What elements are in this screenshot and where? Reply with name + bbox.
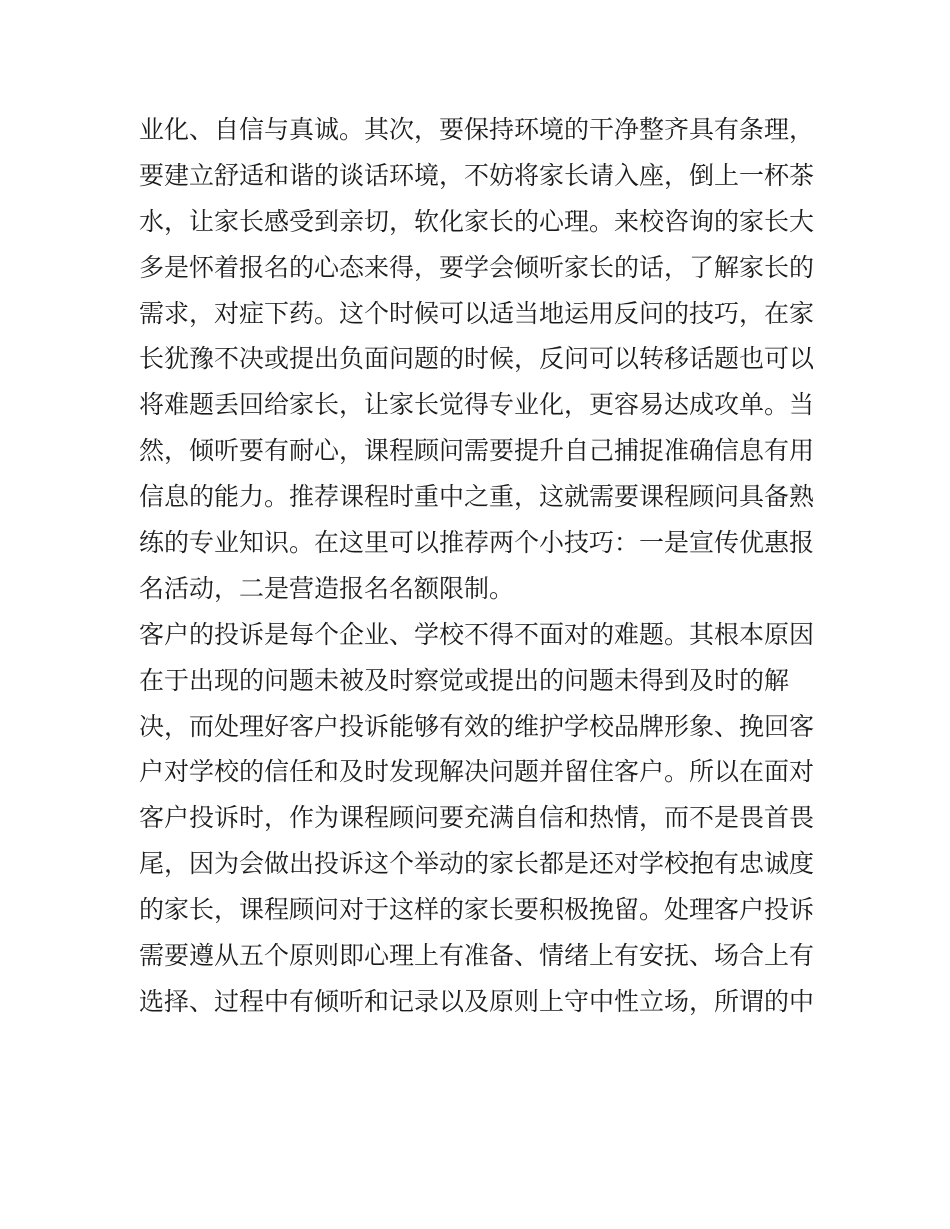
text-line: 信息的能力。推荐课程时重中之重，这就需要课程顾问具备熟 bbox=[139, 482, 815, 512]
text-line: 需要遵从五个原则即心理上有准备、情绪上有安抚、场合上有 bbox=[139, 941, 815, 971]
text-line: 长犹豫不决或提出负面问题的时候，反问可以转移话题也可以 bbox=[139, 344, 815, 374]
text-line: 选择、过程中有倾听和记录以及原则上守中性立场，所谓的中 bbox=[139, 986, 815, 1016]
text-line: 将难题丢回给家长，让家长觉得专业化，更容易达成攻单。当 bbox=[139, 390, 815, 420]
text-line: 决，而处理好客户投诉能够有效的维护学校品牌形象、挽回客 bbox=[139, 711, 815, 741]
text-line: 业化、自信与真诚。其次，要保持环境的干净整齐具有条理， bbox=[139, 115, 815, 144]
text-line: 需求，对症下药。这个时候可以适当地运用反问的技巧，在家 bbox=[139, 298, 815, 328]
text-line: 客户的投诉是每个企业、学校不得不面对的难题。其根本原因 bbox=[139, 619, 815, 649]
text-line: 在于出现的问题未被及时察觉或提出的问题未得到及时的解 bbox=[139, 665, 790, 695]
text-line: 多是怀着报名的心态来得，要学会倾听家长的话，了解家长的 bbox=[139, 252, 815, 282]
text-line: 客户投诉时，作为课程顾问要充满自信和热情，而不是畏首畏 bbox=[139, 803, 815, 833]
text-line: 尾，因为会做出投诉这个举动的家长都是还对学校抱有忠诚度 bbox=[139, 849, 815, 879]
body-text bbox=[139, 107, 819, 1025]
text-line: 的家长，课程顾问对于这样的家长要积极挽留。处理客户投诉 bbox=[139, 895, 815, 925]
text-line: 户对学校的信任和及时发现解决问题并留住客户。所以在面对 bbox=[139, 757, 815, 787]
text-line: 要建立舒适和谐的谈话环境，不妨将家长请入座，倒上一杯茶 bbox=[139, 160, 815, 190]
text-line: 然，倾听要有耐心，课程顾问需要提升自己捕捉准确信息有用 bbox=[139, 436, 815, 466]
text-line: 名活动，二是营造报名名额限制。 bbox=[139, 573, 515, 603]
text-line: 练的专业知识。在这里可以推荐两个小技巧：一是宣传优惠报 bbox=[139, 528, 815, 558]
text-line: 水，让家长感受到亲切，软化家长的心理。来校咨询的家长大 bbox=[139, 206, 815, 236]
